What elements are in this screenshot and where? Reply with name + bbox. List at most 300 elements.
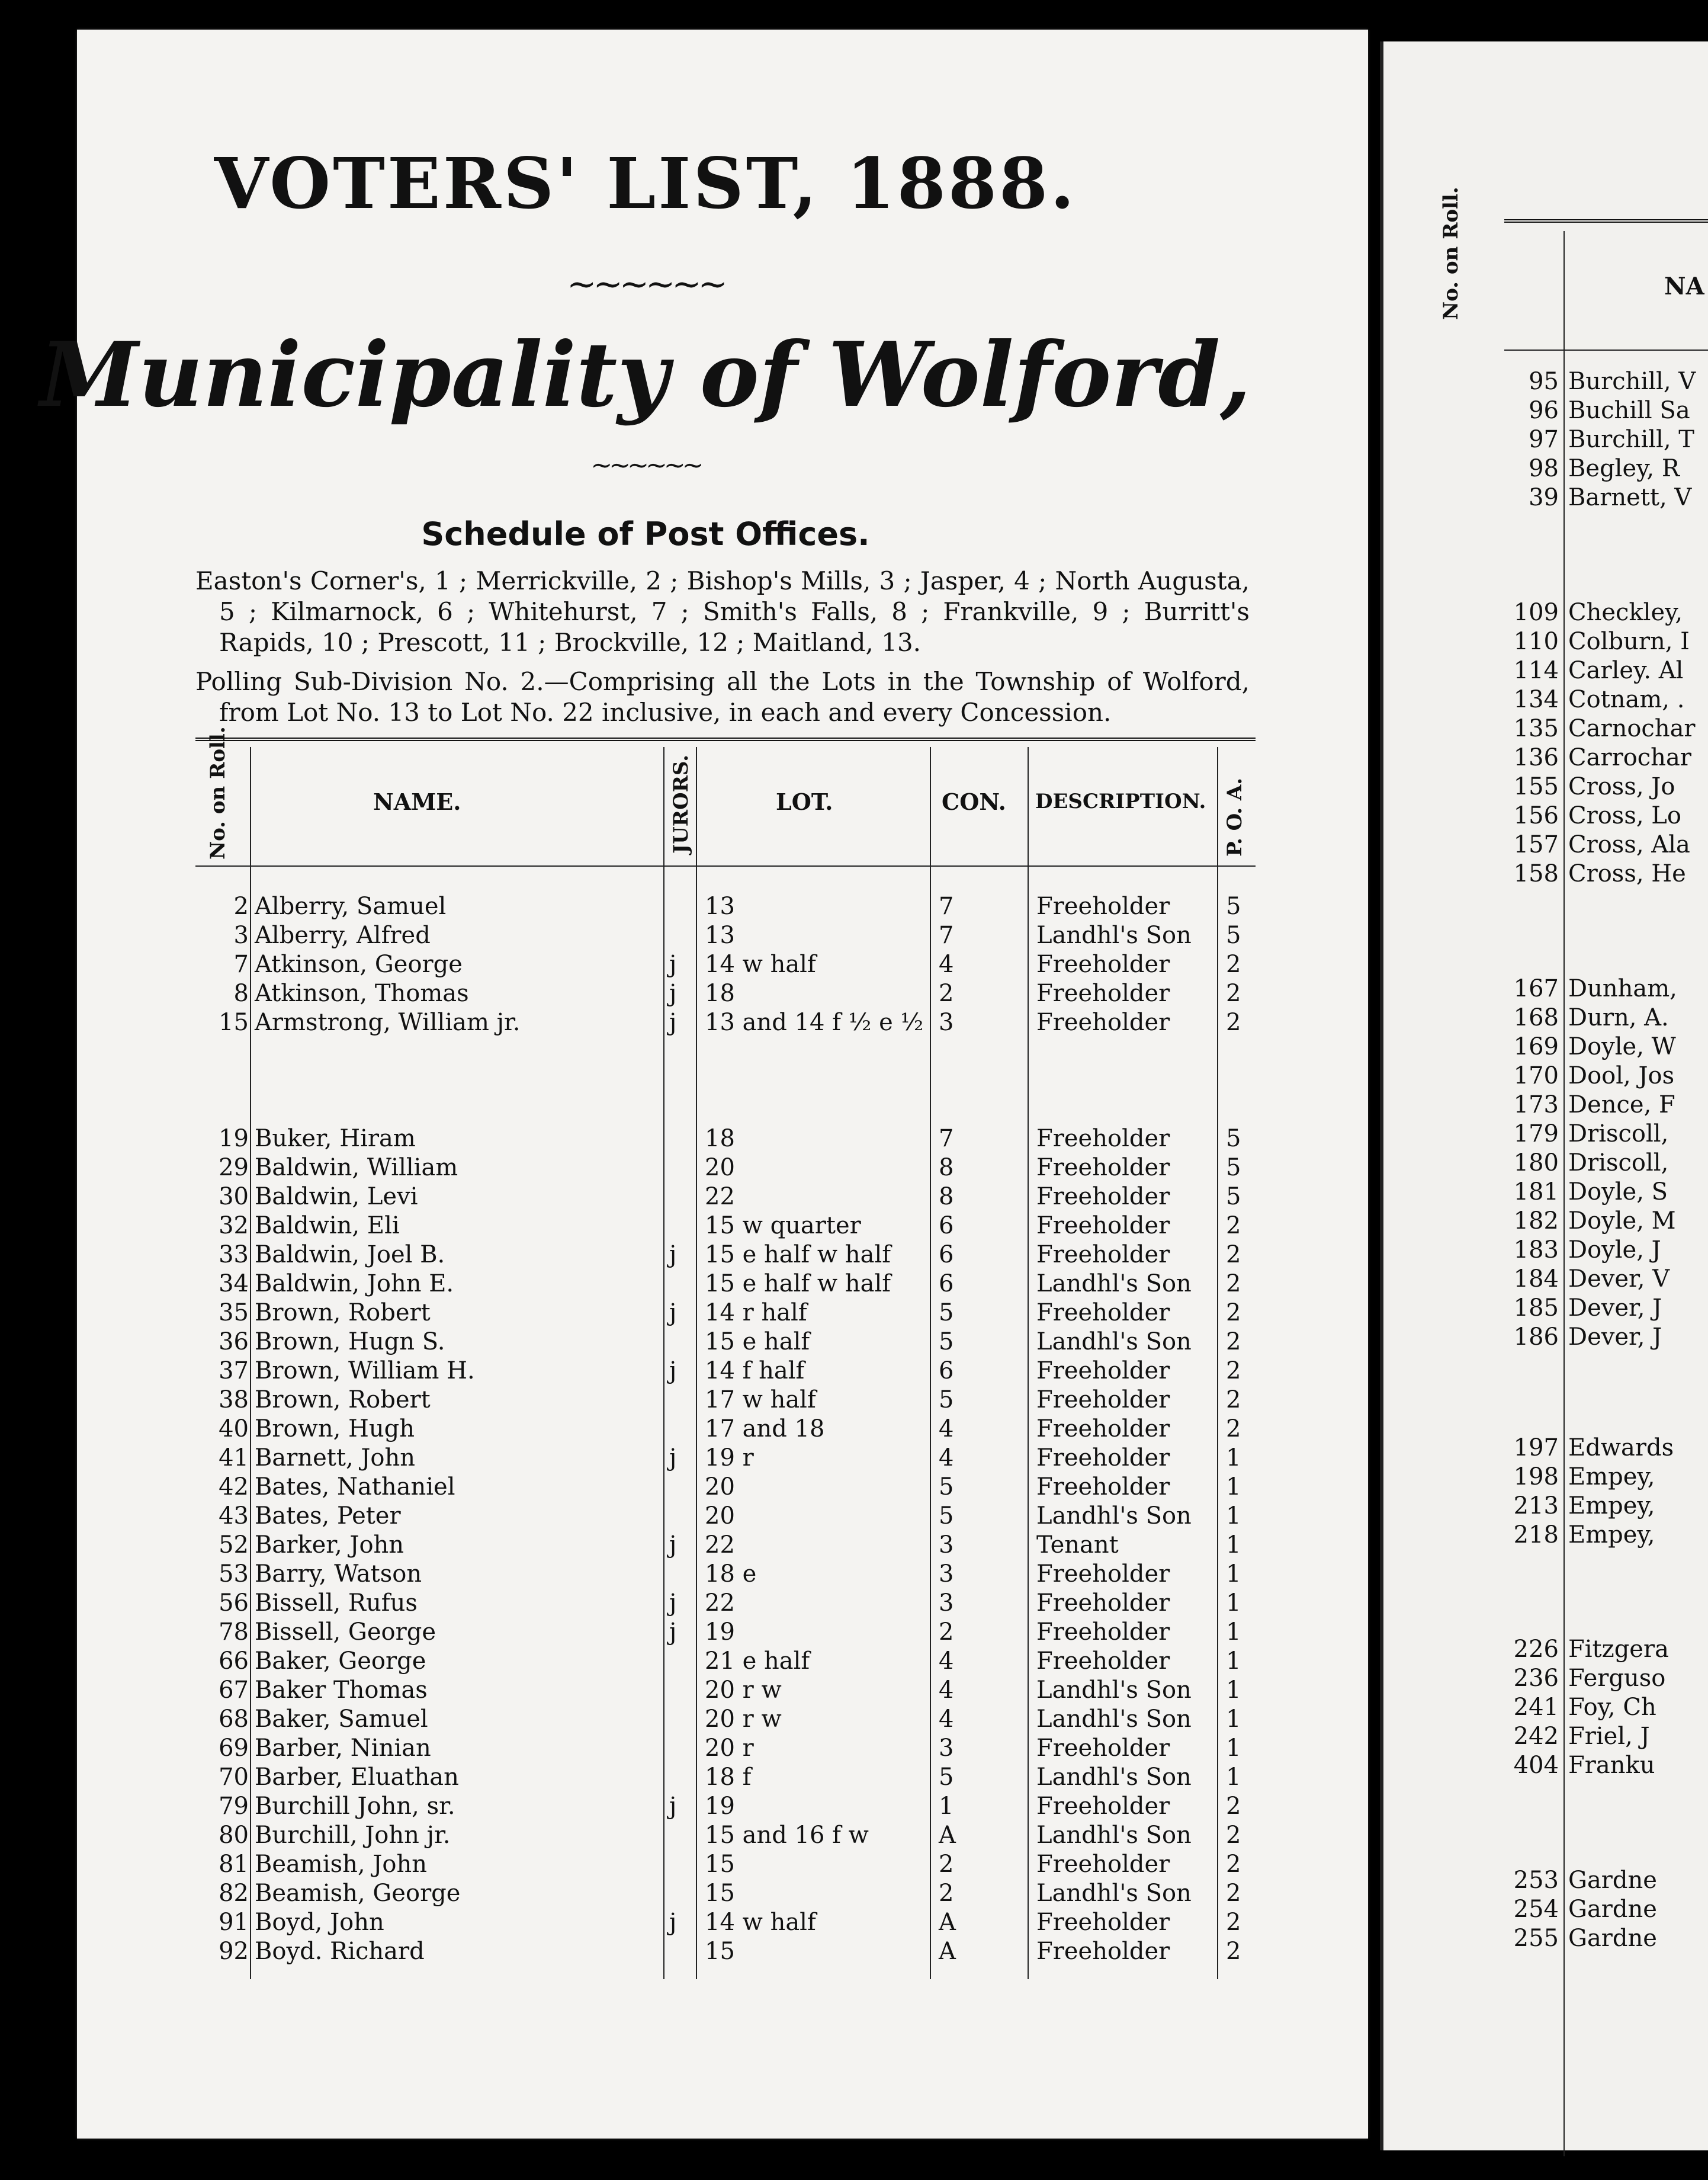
concession-value: 4 [939, 1415, 954, 1442]
concession-value: 2 [939, 1618, 954, 1646]
right-table-row [1504, 425, 1708, 454]
lot-value: 20 r w [705, 1676, 782, 1704]
post-offices-text [195, 566, 1250, 658]
roll-number: 43 [219, 1502, 249, 1530]
right-voter-name: Dever, V [1568, 1265, 1670, 1293]
right-voter-name: Dence, F [1568, 1091, 1675, 1118]
concession-value: 6 [939, 1270, 954, 1297]
right-voter-name: Empey, [1568, 1463, 1655, 1490]
table-row [195, 1444, 1256, 1473]
roll-number: 70 [219, 1764, 249, 1791]
table-row [195, 1850, 1256, 1879]
concession-value: 5 [939, 1473, 954, 1501]
roll-number: 40 [219, 1415, 249, 1442]
lot-value: 15 e half w half [705, 1241, 891, 1268]
right-voter-name: Dever, J [1568, 1294, 1662, 1322]
concession-value: 3 [939, 1009, 954, 1036]
right-roll-number: 254 [1513, 1896, 1559, 1923]
description-value: Landhl's Son [1036, 1328, 1192, 1355]
post-office-value: 1 [1226, 1735, 1241, 1762]
right-voter-name: Carnochar [1568, 715, 1696, 742]
right-table-row [1504, 1294, 1708, 1323]
table-row [195, 1269, 1256, 1299]
right-roll-number: 97 [1529, 426, 1559, 453]
right-voter-name: Colburn, I [1568, 628, 1690, 655]
right-roll-number: 98 [1529, 455, 1559, 482]
description-value: Freeholder [1036, 1009, 1170, 1036]
right-voter-name: Foy, Ch [1568, 1694, 1656, 1721]
right-roll-number: 184 [1513, 1265, 1559, 1293]
voter-name: Brown, Robert [255, 1386, 431, 1413]
description-value: Freeholder [1036, 1212, 1170, 1239]
description-value: Landhl's Son [1036, 1502, 1192, 1530]
juror-mark: j [669, 1299, 677, 1326]
right-header-divider [1504, 350, 1708, 351]
roll-number: 35 [219, 1299, 249, 1326]
table-row [195, 1328, 1256, 1357]
right-table-top-rule [1504, 219, 1708, 223]
post-office-value: 1 [1226, 1589, 1241, 1617]
lot-value: 22 [705, 1589, 735, 1617]
post-offices-paragraph: Easton's Corner's, 1 ; Merrickville, 2 ; Bishop's Mills, 3 ; Jasper, 4 ; North Augusta, 5 ; Kilmarnock, 6 ; Whitehurst, 7 ; Smith's Falls, 8 ; Frankville, 9 ; Burritt's Rapids, 10 ; Prescott, 11 ; Brockville, 12 ; Maitland, 13. [195, 566, 1250, 657]
description-value: Freeholder [1036, 1560, 1170, 1588]
concession-value: 6 [939, 1357, 954, 1384]
roll-number: 2 [233, 893, 249, 920]
right-table-row [1504, 1323, 1708, 1352]
right-table-row [1504, 1207, 1708, 1236]
post-office-value: 5 [1226, 1183, 1241, 1210]
voter-name: Boyd, John [255, 1909, 384, 1936]
lot-value: 15 [705, 1851, 735, 1878]
lot-value: 19 [705, 1793, 735, 1820]
concession-value: 5 [939, 1328, 954, 1355]
table-row [195, 1124, 1256, 1153]
flourish-top: ~~~~~~ [567, 264, 724, 305]
right-roll-number: 186 [1513, 1323, 1559, 1351]
header-num: No. on Roll. [206, 726, 230, 860]
right-table-row [1504, 1751, 1708, 1780]
lot-value: 21 e half [705, 1647, 810, 1675]
lot-value: 19 [705, 1618, 735, 1646]
description-value: Freeholder [1036, 1299, 1170, 1326]
voter-name: Barber, Ninian [255, 1735, 431, 1762]
lot-value: 15 w quarter [705, 1212, 861, 1239]
post-office-value: 1 [1226, 1444, 1241, 1472]
roll-number: 7 [233, 951, 249, 978]
right-roll-number: 173 [1513, 1091, 1559, 1118]
lot-value: 18 e [705, 1560, 757, 1588]
table-row [195, 1937, 1256, 1966]
right-table-row [1504, 860, 1708, 889]
post-office-value: 2 [1226, 1241, 1241, 1268]
concession-value: 8 [939, 1183, 954, 1210]
roll-number: 66 [219, 1647, 249, 1675]
right-roll-number: 109 [1513, 599, 1559, 626]
right-voter-name: Doyle, W [1568, 1033, 1676, 1060]
right-voter-name: Doyle, M [1568, 1207, 1676, 1235]
juror-mark: j [669, 1793, 677, 1820]
right-voter-name: Doyle, S [1568, 1178, 1668, 1206]
lot-value: 13 [705, 922, 735, 949]
right-roll-number: 226 [1513, 1636, 1559, 1663]
table-row [195, 921, 1256, 950]
right-roll-number: 136 [1513, 744, 1559, 771]
header-poa: P. O. A. [1223, 777, 1247, 857]
right-voter-name: Barnett, V [1568, 484, 1692, 511]
table-row [195, 892, 1256, 921]
concession-value: 5 [939, 1502, 954, 1530]
juror-mark: j [669, 1357, 677, 1384]
table-row [195, 1908, 1256, 1937]
right-roll-number: 110 [1513, 628, 1559, 655]
right-roll-number: 168 [1513, 1004, 1559, 1031]
voter-name: Barry, Watson [255, 1560, 422, 1588]
right-roll-number: 170 [1513, 1062, 1559, 1089]
schedule-title: Schedule of Post Offices. [421, 515, 870, 553]
right-voter-name: Gardne [1568, 1896, 1657, 1923]
right-roll-number: 181 [1513, 1178, 1559, 1206]
right-table-row [1504, 714, 1708, 743]
roll-number: 68 [219, 1705, 249, 1733]
right-roll-number: 253 [1513, 1867, 1559, 1894]
right-table-row [1504, 1149, 1708, 1178]
post-office-value: 5 [1226, 1154, 1241, 1181]
table-row [195, 1299, 1256, 1328]
roll-number: 36 [219, 1328, 249, 1355]
description-value: Freeholder [1036, 893, 1170, 920]
table-row [195, 1589, 1256, 1618]
table-row [195, 979, 1256, 1008]
right-voter-name: Cross, Lo [1568, 802, 1681, 829]
lot-value: 14 w half [705, 1909, 816, 1936]
right-roll-number: 236 [1513, 1665, 1559, 1692]
lot-value: 14 f half [705, 1357, 805, 1384]
right-table-row [1504, 1693, 1708, 1722]
post-office-value: 1 [1226, 1502, 1241, 1530]
roll-number: 34 [219, 1270, 249, 1297]
lot-value: 17 and 18 [705, 1415, 825, 1442]
right-voter-name: Ferguso [1568, 1665, 1666, 1692]
right-roll-number: 156 [1513, 802, 1559, 829]
roll-number: 15 [219, 1009, 249, 1036]
table-row [195, 1357, 1256, 1386]
roll-number: 69 [219, 1735, 249, 1762]
lot-value: 15 [705, 1938, 735, 1965]
concession-value: 4 [939, 951, 954, 978]
roll-number: 42 [219, 1473, 249, 1501]
lot-value: 14 r half [705, 1299, 807, 1326]
concession-value: 3 [939, 1735, 954, 1762]
voter-name: Brown, William H. [255, 1357, 475, 1384]
lot-value: 19 r [705, 1444, 754, 1472]
description-value: Freeholder [1036, 1444, 1170, 1472]
header-lot: LOT. [776, 788, 833, 815]
voter-name: Barber, Eluathan [255, 1764, 459, 1791]
description-value: Tenant [1036, 1531, 1119, 1559]
right-roll-number: 185 [1513, 1294, 1559, 1322]
description-value: Freeholder [1036, 951, 1170, 978]
description-value: Freeholder [1036, 1357, 1170, 1384]
juror-mark: j [669, 980, 677, 1007]
table-row [195, 1531, 1256, 1560]
lot-value: 20 [705, 1473, 735, 1501]
description-value: Freeholder [1036, 1735, 1170, 1762]
description-value: Landhl's Son [1036, 1270, 1192, 1297]
juror-mark: j [669, 1589, 677, 1617]
right-voter-name: Carrochar [1568, 744, 1691, 771]
voter-name: Armstrong, William jr. [255, 1009, 521, 1036]
lot-value: 13 and 14 f ½ e ½ [705, 1009, 924, 1036]
concession-value: 3 [939, 1589, 954, 1617]
description-value: Freeholder [1036, 1125, 1170, 1152]
roll-number: 67 [219, 1676, 249, 1704]
right-voter-name: Dever, J [1568, 1323, 1662, 1351]
description-value: Freeholder [1036, 1618, 1170, 1646]
right-table-row [1504, 1004, 1708, 1033]
roll-number: 32 [219, 1212, 249, 1239]
right-voter-name: Cross, Jo [1568, 773, 1675, 800]
right-voter-name: Edwards [1568, 1434, 1674, 1461]
polling-paragraph: Polling Sub-Division No. 2.—Comprising all the Lots in the Township of Wolford, from Lot No. 13 to Lot No. 22 inclusive, in each and every Concession. [195, 667, 1250, 727]
right-roll-number: 39 [1529, 484, 1559, 511]
right-voter-name: Friel, J [1568, 1723, 1650, 1750]
lot-value: 13 [705, 893, 735, 920]
post-office-value: 1 [1226, 1705, 1241, 1733]
table-row [195, 1560, 1256, 1589]
concession-value: 2 [939, 1880, 954, 1907]
lot-value: 22 [705, 1531, 735, 1559]
post-office-value: 2 [1226, 1909, 1241, 1936]
concession-value: 2 [939, 980, 954, 1007]
lot-value: 18 f [705, 1764, 752, 1791]
table-row [195, 1415, 1256, 1444]
header-divider [195, 865, 1256, 867]
roll-number: 91 [219, 1909, 249, 1936]
juror-mark: j [669, 1618, 677, 1646]
post-office-value: 2 [1226, 1212, 1241, 1239]
page-title: VOTERS' LIST, 1888. [214, 142, 1077, 225]
right-table-row [1504, 1062, 1708, 1091]
description-value: Landhl's Son [1036, 1822, 1192, 1849]
roll-number: 82 [219, 1880, 249, 1907]
right-roll-number: 241 [1513, 1694, 1559, 1721]
right-table-row [1504, 831, 1708, 860]
right-table-row [1504, 802, 1708, 831]
right-table-row [1504, 1091, 1708, 1120]
voter-name: Alberry, Samuel [255, 893, 447, 920]
right-voter-name: Cross, Ala [1568, 831, 1690, 858]
voter-name: Bates, Peter [255, 1502, 401, 1530]
right-roll-number: 198 [1513, 1463, 1559, 1490]
roll-number: 52 [219, 1531, 249, 1559]
juror-mark: j [669, 1909, 677, 1936]
post-office-value: 2 [1226, 1822, 1241, 1849]
right-table-row [1504, 1635, 1708, 1664]
municipality-title: Municipality of Wolford, [40, 323, 1251, 427]
voter-name: Baldwin, Eli [255, 1212, 400, 1239]
description-value: Freeholder [1036, 980, 1170, 1007]
juror-mark: j [669, 1241, 677, 1268]
voter-name: Burchill John, sr. [255, 1793, 455, 1820]
right-table-row [1504, 1120, 1708, 1149]
concession-value: 6 [939, 1212, 954, 1239]
post-office-value: 2 [1226, 1415, 1241, 1442]
table-row [195, 1705, 1256, 1734]
roll-number: 29 [219, 1154, 249, 1181]
right-table-row [1504, 396, 1708, 425]
concession-value: A [939, 1909, 956, 1936]
lot-value: 20 r [705, 1735, 754, 1762]
right-table-row [1504, 1664, 1708, 1693]
description-value: Landhl's Son [1036, 1764, 1192, 1791]
right-roll-number: 404 [1513, 1752, 1559, 1779]
post-office-value: 2 [1226, 1386, 1241, 1413]
roll-number: 3 [233, 922, 249, 949]
right-voter-name: Cross, He [1568, 860, 1686, 887]
right-roll-number: 134 [1513, 686, 1559, 713]
table-row [195, 1676, 1256, 1705]
voter-name: Atkinson, Thomas [255, 980, 469, 1007]
post-office-value: 1 [1226, 1531, 1241, 1559]
voter-name: Baldwin, John E. [255, 1270, 454, 1297]
table-row [195, 1618, 1256, 1647]
right-voter-name: Empey, [1568, 1492, 1655, 1519]
concession-value: 1 [939, 1793, 954, 1820]
right-roll-number: 242 [1513, 1723, 1559, 1750]
concession-value: 6 [939, 1241, 954, 1268]
right-table-row [1504, 1463, 1708, 1492]
right-voter-name: Franku [1568, 1752, 1655, 1779]
roll-number: 53 [219, 1560, 249, 1588]
description-value: Freeholder [1036, 1938, 1170, 1965]
juror-mark: j [669, 951, 677, 978]
voter-name: Buker, Hiram [255, 1125, 416, 1152]
juror-mark: j [669, 1009, 677, 1036]
right-voter-name: Dunham, [1568, 975, 1677, 1002]
voter-name: Baker, George [255, 1647, 426, 1675]
right-table-row [1504, 1492, 1708, 1521]
right-roll-number: 213 [1513, 1492, 1559, 1519]
right-header-name: NA [1664, 272, 1704, 300]
description-value: Freeholder [1036, 1647, 1170, 1675]
right-roll-number: 183 [1513, 1236, 1559, 1264]
voter-name: Baldwin, William [255, 1154, 458, 1181]
right-roll-number: 95 [1529, 368, 1559, 395]
table-row [195, 1008, 1256, 1037]
juror-mark: j [669, 1444, 677, 1472]
concession-value: 4 [939, 1647, 954, 1675]
post-office-value: 2 [1226, 1357, 1241, 1384]
right-table-row [1504, 1033, 1708, 1062]
lot-value: 15 [705, 1880, 735, 1907]
voter-name: Alberry, Alfred [255, 922, 431, 949]
table-row [195, 1502, 1256, 1531]
description-value: Freeholder [1036, 1851, 1170, 1878]
right-roll-number: 182 [1513, 1207, 1559, 1235]
right-voter-name: Durn, A. [1568, 1004, 1669, 1031]
table-row [195, 1763, 1256, 1792]
roll-number: 8 [233, 980, 249, 1007]
right-voter-name: Checkley, [1568, 599, 1683, 626]
table-row [195, 1153, 1256, 1182]
voter-name: Barnett, John [255, 1444, 416, 1472]
lot-value: 14 w half [705, 951, 816, 978]
right-roll-number: 155 [1513, 773, 1559, 800]
description-value: Freeholder [1036, 1183, 1170, 1210]
post-office-value: 1 [1226, 1560, 1241, 1588]
right-table-row [1504, 1265, 1708, 1294]
voter-name: Burchill, John jr. [255, 1822, 451, 1849]
roll-number: 56 [219, 1589, 249, 1617]
roll-number: 81 [219, 1851, 249, 1878]
concession-value: 5 [939, 1386, 954, 1413]
description-value: Freeholder [1036, 1386, 1170, 1413]
voter-name: Barker, John [255, 1531, 404, 1559]
right-roll-number: 157 [1513, 831, 1559, 858]
voter-name: Boyd. Richard [255, 1938, 425, 1965]
lot-value: 15 e half w half [705, 1270, 891, 1297]
voter-name: Brown, Hugh [255, 1415, 415, 1442]
lot-value: 15 and 16 f w [705, 1822, 869, 1849]
post-office-value: 1 [1226, 1473, 1241, 1501]
right-table-row [1504, 1866, 1708, 1895]
roll-number: 78 [219, 1618, 249, 1646]
lot-value: 20 [705, 1502, 735, 1530]
roll-number: 92 [219, 1938, 249, 1965]
voter-name: Baldwin, Levi [255, 1183, 418, 1210]
voter-name: Brown, Robert [255, 1299, 431, 1326]
voter-name: Beamish, John [255, 1851, 427, 1878]
right-voter-name: Driscoll, [1568, 1149, 1669, 1176]
table-row [195, 1734, 1256, 1763]
flourish-bottom: ~~~~~~ [590, 450, 701, 480]
right-roll-number: 114 [1513, 657, 1559, 684]
right-roll-number: 169 [1513, 1033, 1559, 1060]
lot-value: 18 [705, 980, 735, 1007]
right-voter-name: Dool, Jos [1568, 1062, 1675, 1089]
right-roll-number: 255 [1513, 1925, 1559, 1952]
post-office-value: 1 [1226, 1618, 1241, 1646]
right-voter-name: Driscoll, [1568, 1120, 1669, 1147]
description-value: Landhl's Son [1036, 1676, 1192, 1704]
post-office-value: 2 [1226, 1270, 1241, 1297]
description-value: Freeholder [1036, 1415, 1170, 1442]
right-table-row [1504, 1178, 1708, 1207]
lot-value: 15 e half [705, 1328, 810, 1355]
voter-name: Brown, Hugn S. [255, 1328, 445, 1355]
right-roll-number: 135 [1513, 715, 1559, 742]
header-description: DESCRIPTION. [1035, 790, 1206, 813]
right-roll-number: 218 [1513, 1521, 1559, 1549]
concession-value: 2 [939, 1851, 954, 1878]
table-row [195, 1879, 1256, 1908]
description-value: Landhl's Son [1036, 1880, 1192, 1907]
post-office-value: 2 [1226, 980, 1241, 1007]
post-office-value: 2 [1226, 951, 1241, 978]
concession-value: 7 [939, 922, 954, 949]
right-voter-name: Gardne [1568, 1925, 1657, 1952]
concession-value: A [939, 1822, 956, 1849]
table-row [195, 1182, 1256, 1211]
roll-number: 80 [219, 1822, 249, 1849]
post-office-value: 2 [1226, 1299, 1241, 1326]
right-roll-number: 180 [1513, 1149, 1559, 1176]
right-voter-name: Buchill Sa [1568, 397, 1690, 424]
description-value: Freeholder [1036, 1793, 1170, 1820]
table-row [195, 1647, 1256, 1676]
voter-name: Beamish, George [255, 1880, 461, 1907]
roll-number: 30 [219, 1183, 249, 1210]
